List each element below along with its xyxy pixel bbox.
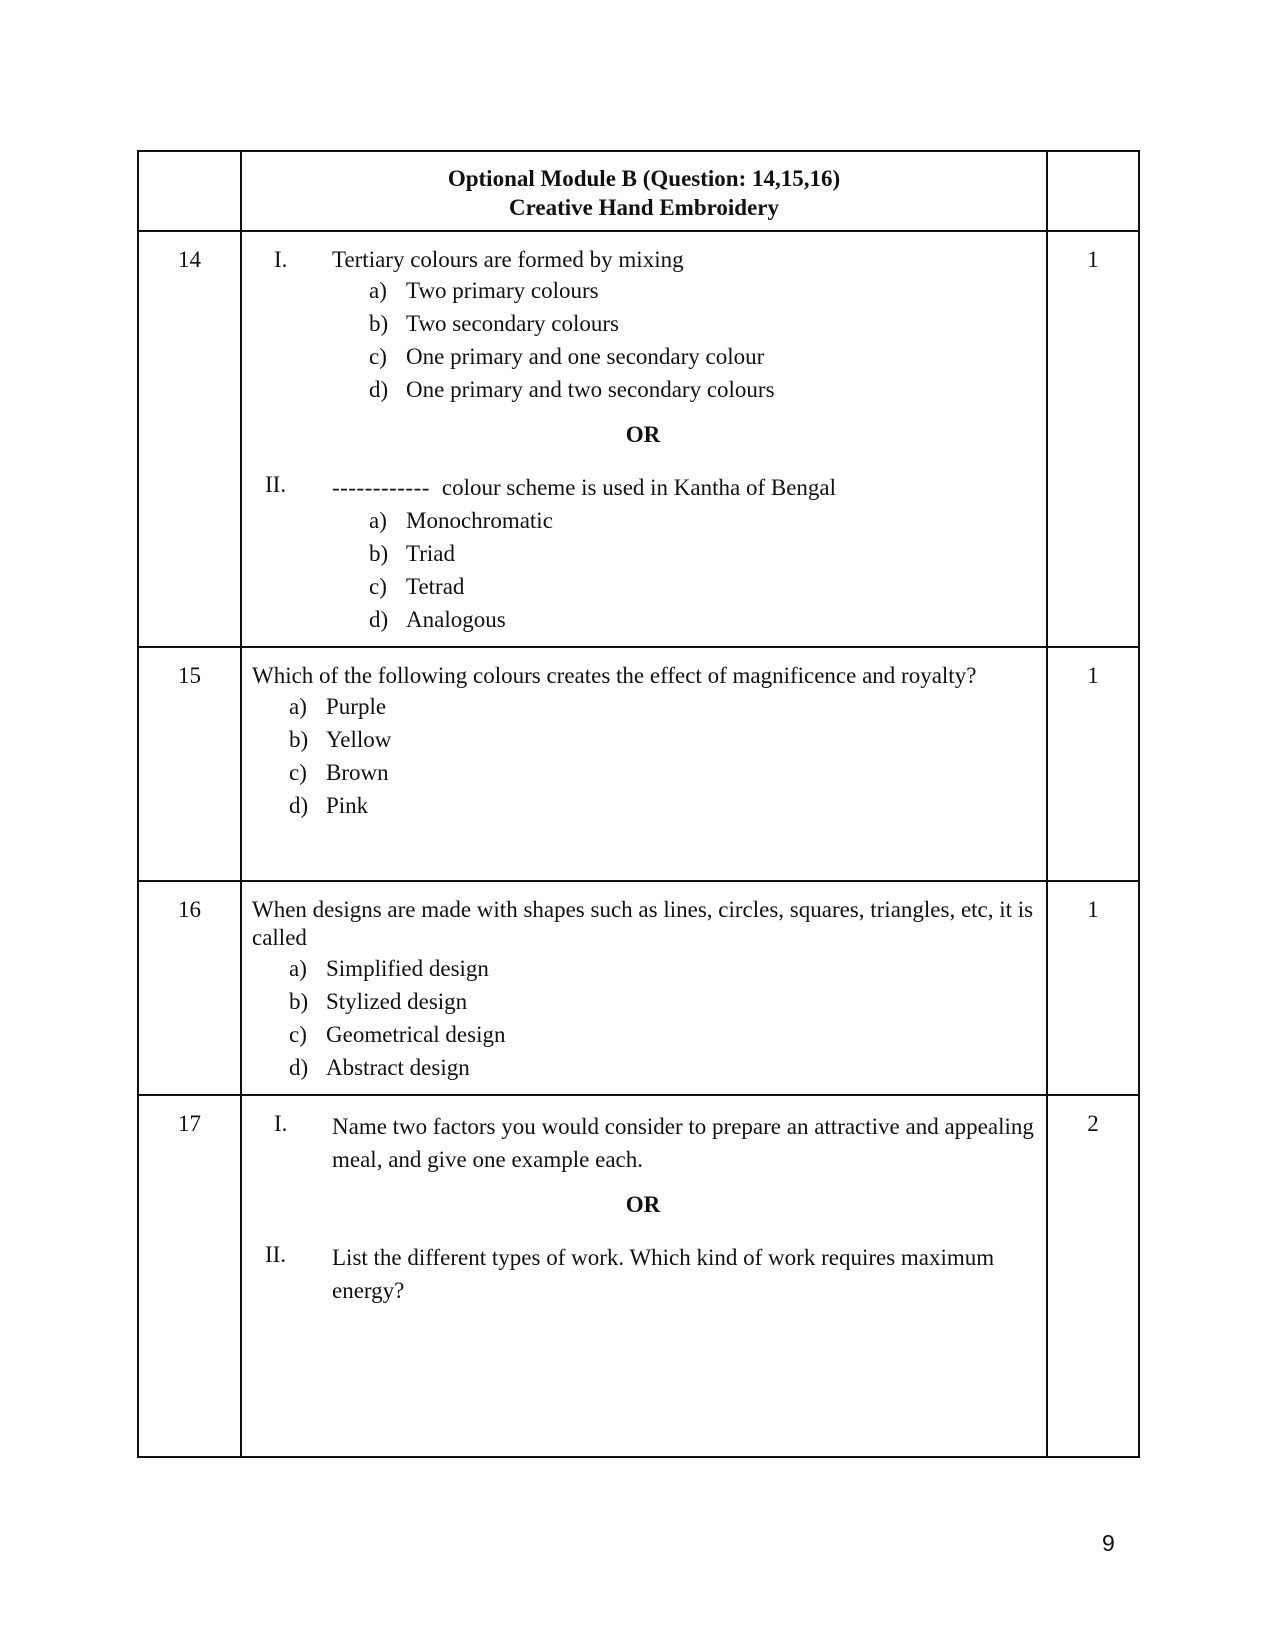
module-header — [241, 151, 1047, 231]
option-letter: b) — [289, 727, 309, 752]
roman-numeral: II. — [265, 472, 287, 497]
option-letter: b) — [369, 311, 389, 336]
sub-question-ii — [252, 471, 1034, 636]
roman-numeral: I. — [274, 247, 288, 272]
option-letter: d) — [289, 1055, 309, 1080]
question-number: 14 — [138, 231, 241, 647]
option-c — [289, 756, 1034, 789]
option-a — [369, 504, 1034, 537]
option-text: Two secondary colours — [406, 311, 619, 336]
option-a — [289, 690, 1034, 723]
option-d — [289, 789, 1034, 822]
question-text: When designs are made with shapes such as lines, circles, squares, triangles, etc, it is called — [252, 897, 1034, 950]
option-d — [369, 603, 1034, 636]
header-number-cell — [138, 151, 241, 231]
options-list — [252, 690, 1034, 822]
question-marks: 1 — [1047, 647, 1139, 881]
options-list — [332, 274, 1034, 406]
fill-blank: ------------ — [332, 475, 430, 500]
question-number: 15 — [138, 647, 241, 881]
header-marks-cell — [1047, 151, 1139, 231]
option-letter: d) — [369, 607, 389, 632]
option-c — [369, 570, 1034, 603]
option-c — [369, 340, 1034, 373]
sub-question-ii — [252, 1241, 1034, 1307]
sub-question-text: Tertiary colours are formed by mixing — [332, 247, 684, 272]
option-letter: a) — [369, 278, 387, 303]
question-row-14 — [138, 231, 1139, 647]
options-list — [252, 952, 1034, 1084]
question-body — [241, 881, 1047, 1095]
option-b — [289, 723, 1034, 756]
option-b — [289, 985, 1034, 1018]
sub-question-i — [252, 1110, 1034, 1176]
or-separator: OR — [625, 422, 661, 447]
option-text: Yellow — [326, 727, 392, 752]
option-text: One primary and two secondary colours — [406, 377, 775, 402]
question-table — [137, 150, 1140, 1458]
module-header-row — [138, 151, 1139, 231]
option-c — [289, 1018, 1034, 1051]
question-marks: 2 — [1047, 1095, 1139, 1457]
option-letter: b) — [369, 541, 389, 566]
question-row-17 — [138, 1095, 1139, 1457]
option-d — [369, 373, 1034, 406]
option-text: Purple — [326, 694, 387, 719]
module-subtitle: Creative Hand Embroidery — [508, 195, 780, 220]
sub-question-i — [252, 246, 1034, 406]
option-letter: d) — [369, 377, 389, 402]
roman-numeral: II. — [265, 1242, 287, 1267]
or-separator: OR — [625, 1192, 661, 1217]
question-body — [241, 1095, 1047, 1457]
option-letter: b) — [289, 989, 309, 1014]
question-number: 16 — [138, 881, 241, 1095]
question-row-15 — [138, 647, 1139, 881]
option-letter: c) — [369, 574, 387, 599]
option-text: Brown — [326, 760, 389, 785]
option-letter: d) — [289, 793, 309, 818]
option-text: Simplified design — [326, 956, 489, 981]
option-letter: c) — [289, 1022, 307, 1047]
sub-question-stem: colour scheme is used in Kantha of Bengal — [441, 475, 837, 500]
question-text: Which of the following colours creates the effect of magnificence and royalty? — [252, 663, 977, 688]
options-list — [332, 504, 1034, 636]
option-d — [289, 1051, 1034, 1084]
option-text: Stylized design — [326, 989, 468, 1014]
option-a — [369, 274, 1034, 307]
option-b — [369, 537, 1034, 570]
option-text: Abstract design — [326, 1055, 470, 1080]
option-letter: a) — [369, 508, 387, 533]
roman-numeral: I. — [274, 1111, 288, 1136]
sub-question-text: Name two factors you would consider to prepare an attractive and appealing meal, and give one example each. — [332, 1114, 1034, 1172]
option-text: One primary and one secondary colour — [406, 344, 765, 369]
option-text: Geometrical design — [326, 1022, 506, 1047]
option-text: Triad — [406, 541, 455, 566]
question-body — [241, 231, 1047, 647]
option-text: Tetrad — [406, 574, 465, 599]
option-text: Monochromatic — [406, 508, 553, 533]
option-a — [289, 952, 1034, 985]
option-text: Two primary colours — [406, 278, 599, 303]
question-marks: 1 — [1047, 231, 1139, 647]
page-number: 9 — [1102, 1530, 1115, 1556]
option-letter: a) — [289, 956, 307, 981]
sub-question-text — [332, 471, 1034, 504]
option-b — [369, 307, 1034, 340]
sub-question-text: List the different types of work. Which kind of work requires maximum energy? — [332, 1245, 995, 1303]
question-number: 17 — [138, 1095, 241, 1457]
module-title: Optional Module B (Question: 14,15,16) — [447, 166, 841, 191]
question-marks: 1 — [1047, 881, 1139, 1095]
question-body — [241, 647, 1047, 881]
option-text: Analogous — [406, 607, 506, 632]
question-row-16 — [138, 881, 1139, 1095]
option-letter: c) — [369, 344, 387, 369]
option-letter: a) — [289, 694, 307, 719]
option-letter: c) — [289, 760, 307, 785]
option-text: Pink — [326, 793, 369, 818]
